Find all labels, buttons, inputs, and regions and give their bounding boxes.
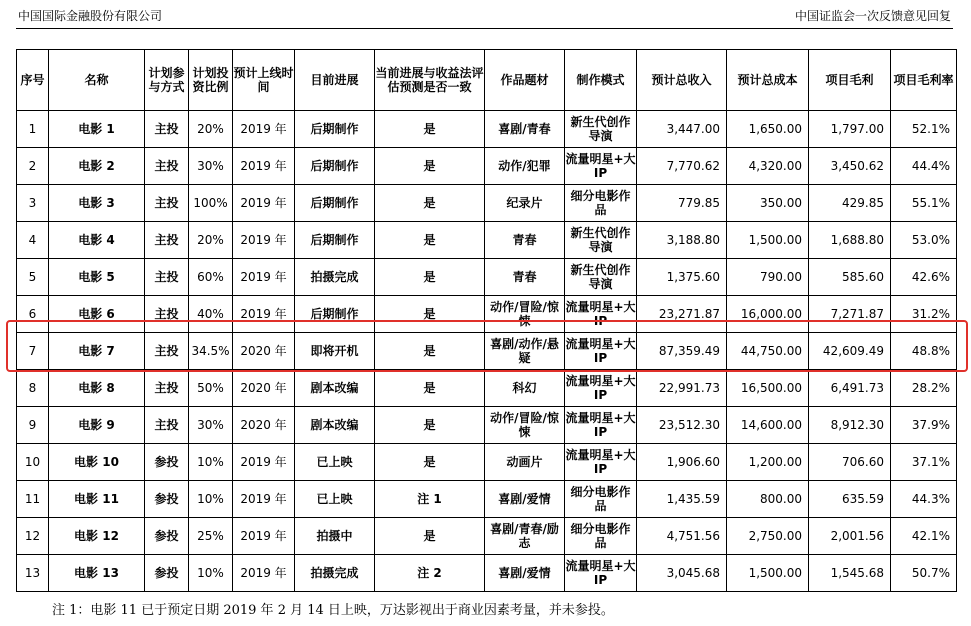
table-cell: 是 (375, 259, 485, 296)
table-cell: 2019 年 (233, 518, 295, 555)
column-header: 制作模式 (565, 50, 637, 111)
table-cell: 100% (189, 185, 233, 222)
table-cell: 主投 (145, 185, 189, 222)
table-cell: 参投 (145, 518, 189, 555)
table-cell: 3,045.68 (637, 555, 727, 592)
table-row (17, 148, 957, 185)
table-cell: 流量明星+大 IP (565, 444, 637, 481)
header-divider (16, 28, 953, 29)
table-cell: 2 (17, 148, 49, 185)
table-cell: 新生代创作导演 (565, 259, 637, 296)
table-cell: 细分电影作品 (565, 518, 637, 555)
table-cell: 7,770.62 (637, 148, 727, 185)
table-cell: 55.1% (891, 185, 957, 222)
table-cell: 注 1 (375, 481, 485, 518)
table-cell: 48.8% (891, 333, 957, 370)
table-row (17, 407, 957, 444)
table-cell: 34.5% (189, 333, 233, 370)
table-cell: 30% (189, 407, 233, 444)
table-cell: 电影 2 (49, 148, 145, 185)
table-cell: 电影 6 (49, 296, 145, 333)
table-cell: 16,000.00 (727, 296, 809, 333)
table-cell: 主投 (145, 111, 189, 148)
table-cell: 585.60 (809, 259, 891, 296)
table-cell: 1,500.00 (727, 222, 809, 259)
table-cell: 2019 年 (233, 259, 295, 296)
table-cell: 3,447.00 (637, 111, 727, 148)
table-cell: 4,320.00 (727, 148, 809, 185)
table-row (17, 222, 957, 259)
table-cell: 2019 年 (233, 111, 295, 148)
table-cell: 2019 年 (233, 555, 295, 592)
table-cell: 是 (375, 518, 485, 555)
table-cell: 52.1% (891, 111, 957, 148)
table-cell: 喜剧/青春 (485, 111, 565, 148)
table-cell: 剧本改编 (295, 370, 375, 407)
table-cell: 剧本改编 (295, 407, 375, 444)
table-row (17, 481, 957, 518)
table-cell: 10 (17, 444, 49, 481)
table-cell: 电影 4 (49, 222, 145, 259)
table-cell: 喜剧/青春/励志 (485, 518, 565, 555)
table-cell: 主投 (145, 222, 189, 259)
table-cell: 14,600.00 (727, 407, 809, 444)
table-cell: 6 (17, 296, 49, 333)
table-cell: 790.00 (727, 259, 809, 296)
table-cell: 11 (17, 481, 49, 518)
table-cell: 是 (375, 148, 485, 185)
table-cell: 是 (375, 444, 485, 481)
table-cell: 流量明星+大 IP (565, 148, 637, 185)
table-cell: 科幻 (485, 370, 565, 407)
table-cell: 22,991.73 (637, 370, 727, 407)
table-cell: 10% (189, 555, 233, 592)
table-cell: 2019 年 (233, 185, 295, 222)
table-cell: 7,271.87 (809, 296, 891, 333)
table-cell: 已上映 (295, 481, 375, 518)
table-cell: 已上映 (295, 444, 375, 481)
table-cell: 31.2% (891, 296, 957, 333)
table-cell: 电影 3 (49, 185, 145, 222)
table-cell: 是 (375, 222, 485, 259)
table-cell: 1,688.80 (809, 222, 891, 259)
table-cell: 参投 (145, 555, 189, 592)
table-cell: 1 (17, 111, 49, 148)
table-cell: 1,435.59 (637, 481, 727, 518)
table-cell: 42,609.49 (809, 333, 891, 370)
table-cell: 电影 8 (49, 370, 145, 407)
table-cell: 动作/冒险/惊悚 (485, 407, 565, 444)
table-cell: 后期制作 (295, 296, 375, 333)
column-header: 计划参与方式 (145, 50, 189, 111)
column-header: 序号 (17, 50, 49, 111)
table-cell: 9 (17, 407, 49, 444)
table-cell: 新生代创作导演 (565, 222, 637, 259)
table-cell: 喜剧/爱情 (485, 555, 565, 592)
table-cell: 429.85 (809, 185, 891, 222)
table-cell: 新生代创作导演 (565, 111, 637, 148)
table-body (17, 111, 957, 592)
table-cell: 青春 (485, 259, 565, 296)
table-row (17, 370, 957, 407)
table-cell: 电影 11 (49, 481, 145, 518)
table-cell: 40% (189, 296, 233, 333)
table-cell: 10% (189, 481, 233, 518)
table-cell: 后期制作 (295, 185, 375, 222)
table-cell: 635.59 (809, 481, 891, 518)
table-cell: 12 (17, 518, 49, 555)
column-header: 计划投资比例 (189, 50, 233, 111)
table-cell: 13 (17, 555, 49, 592)
table-cell: 23,271.87 (637, 296, 727, 333)
table-cell: 4,751.56 (637, 518, 727, 555)
table-cell: 20% (189, 222, 233, 259)
table-cell: 主投 (145, 259, 189, 296)
table-cell: 1,650.00 (727, 111, 809, 148)
table-cell: 喜剧/爱情 (485, 481, 565, 518)
table-cell: 即将开机 (295, 333, 375, 370)
table-cell: 是 (375, 185, 485, 222)
table-cell: 706.60 (809, 444, 891, 481)
table-cell: 电影 12 (49, 518, 145, 555)
table-cell: 拍摄完成 (295, 259, 375, 296)
table-cell: 1,500.00 (727, 555, 809, 592)
film-projects-table (16, 49, 957, 592)
table-cell: 25% (189, 518, 233, 555)
table-row (17, 555, 957, 592)
table-cell: 8 (17, 370, 49, 407)
column-header: 预计上线时间 (233, 50, 295, 111)
table-cell: 2019 年 (233, 148, 295, 185)
table-cell: 参投 (145, 481, 189, 518)
table-cell: 42.1% (891, 518, 957, 555)
table-cell: 2019 年 (233, 481, 295, 518)
column-header: 名称 (49, 50, 145, 111)
table-cell: 1,375.60 (637, 259, 727, 296)
table-cell: 动作/冒险/惊悚 (485, 296, 565, 333)
header-company: 中国国际金融股份有限公司 (18, 9, 163, 23)
table-cell: 53.0% (891, 222, 957, 259)
table-cell: 动画片 (485, 444, 565, 481)
table-cell: 28.2% (891, 370, 957, 407)
table-cell: 后期制作 (295, 111, 375, 148)
table-cell: 5 (17, 259, 49, 296)
column-header: 当前进展与收益法评估预测是否一致 (375, 50, 485, 111)
table-cell: 2020 年 (233, 333, 295, 370)
table-cell: 拍摄完成 (295, 555, 375, 592)
table-cell: 1,906.60 (637, 444, 727, 481)
table-cell: 参投 (145, 444, 189, 481)
table-cell: 后期制作 (295, 222, 375, 259)
table-cell: 细分电影作品 (565, 185, 637, 222)
table-cell: 2,001.56 (809, 518, 891, 555)
table-cell: 2,750.00 (727, 518, 809, 555)
column-header: 预计总收入 (637, 50, 727, 111)
table-cell: 纪录片 (485, 185, 565, 222)
table-cell: 42.6% (891, 259, 957, 296)
table-cell: 注 2 (375, 555, 485, 592)
table-cell: 主投 (145, 370, 189, 407)
table-cell: 44.3% (891, 481, 957, 518)
column-header: 项目毛利率 (891, 50, 957, 111)
table-cell: 2020 年 (233, 370, 295, 407)
column-header: 目前进展 (295, 50, 375, 111)
table-cell: 拍摄中 (295, 518, 375, 555)
table-cell: 2020 年 (233, 407, 295, 444)
table-cell: 50.7% (891, 555, 957, 592)
table-cell: 7 (17, 333, 49, 370)
table-cell: 细分电影作品 (565, 481, 637, 518)
table-header-row (17, 50, 957, 111)
table-cell: 主投 (145, 148, 189, 185)
column-header: 预计总成本 (727, 50, 809, 111)
table-cell: 喜剧/动作/悬疑 (485, 333, 565, 370)
table-cell: 电影 5 (49, 259, 145, 296)
table-cell: 是 (375, 296, 485, 333)
table-cell: 87,359.49 (637, 333, 727, 370)
table-cell: 800.00 (727, 481, 809, 518)
table-row (17, 518, 957, 555)
table-cell: 2019 年 (233, 444, 295, 481)
table-cell: 23,512.30 (637, 407, 727, 444)
table-cell: 电影 1 (49, 111, 145, 148)
table-cell: 30% (189, 148, 233, 185)
footnote: 注 1：电影 11 已于预定日期 2019 年 2 月 14 日上映，万达影视出于商业因素考量，并未参投。 (52, 603, 614, 618)
table-row (17, 259, 957, 296)
table-cell: 青春 (485, 222, 565, 259)
table-cell: 4 (17, 222, 49, 259)
table-cell: 44,750.00 (727, 333, 809, 370)
table-cell: 350.00 (727, 185, 809, 222)
table-cell: 电影 10 (49, 444, 145, 481)
table-cell: 流量明星+大 IP (565, 333, 637, 370)
table-row (17, 111, 957, 148)
column-header: 作品题材 (485, 50, 565, 111)
table-cell: 50% (189, 370, 233, 407)
table-cell: 2019 年 (233, 296, 295, 333)
table-cell: 是 (375, 111, 485, 148)
table-cell: 是 (375, 407, 485, 444)
header-document-title: 中国证监会一次反馈意见回复 (794, 9, 951, 23)
table-cell: 60% (189, 259, 233, 296)
table-cell: 6,491.73 (809, 370, 891, 407)
table-cell: 电影 9 (49, 407, 145, 444)
table-cell: 流量明星+大 IP (565, 555, 637, 592)
table-cell: 8,912.30 (809, 407, 891, 444)
table-cell: 2019 年 (233, 222, 295, 259)
table-cell: 37.1% (891, 444, 957, 481)
table-cell: 主投 (145, 333, 189, 370)
table-cell: 主投 (145, 296, 189, 333)
table-cell: 是 (375, 333, 485, 370)
table-cell: 动作/犯罪 (485, 148, 565, 185)
table-row (17, 333, 957, 370)
table-cell: 是 (375, 370, 485, 407)
table-cell: 流量明星+大 IP (565, 296, 637, 333)
table-cell: 1,545.68 (809, 555, 891, 592)
table-cell: 流量明星+大 IP (565, 407, 637, 444)
table-row (17, 444, 957, 481)
table-cell: 3 (17, 185, 49, 222)
table-cell: 后期制作 (295, 148, 375, 185)
column-header: 项目毛利 (809, 50, 891, 111)
table-cell: 1,200.00 (727, 444, 809, 481)
table-cell: 流量明星+大 IP (565, 370, 637, 407)
table-cell: 电影 13 (49, 555, 145, 592)
table-cell: 1,797.00 (809, 111, 891, 148)
table-cell: 3,450.62 (809, 148, 891, 185)
table-cell: 779.85 (637, 185, 727, 222)
table-cell: 主投 (145, 407, 189, 444)
table-row (17, 296, 957, 333)
table-cell: 20% (189, 111, 233, 148)
table-cell: 44.4% (891, 148, 957, 185)
table-cell: 16,500.00 (727, 370, 809, 407)
table-cell: 10% (189, 444, 233, 481)
table-row (17, 185, 957, 222)
table-cell: 37.9% (891, 407, 957, 444)
table-cell: 3,188.80 (637, 222, 727, 259)
table-cell: 电影 7 (49, 333, 145, 370)
